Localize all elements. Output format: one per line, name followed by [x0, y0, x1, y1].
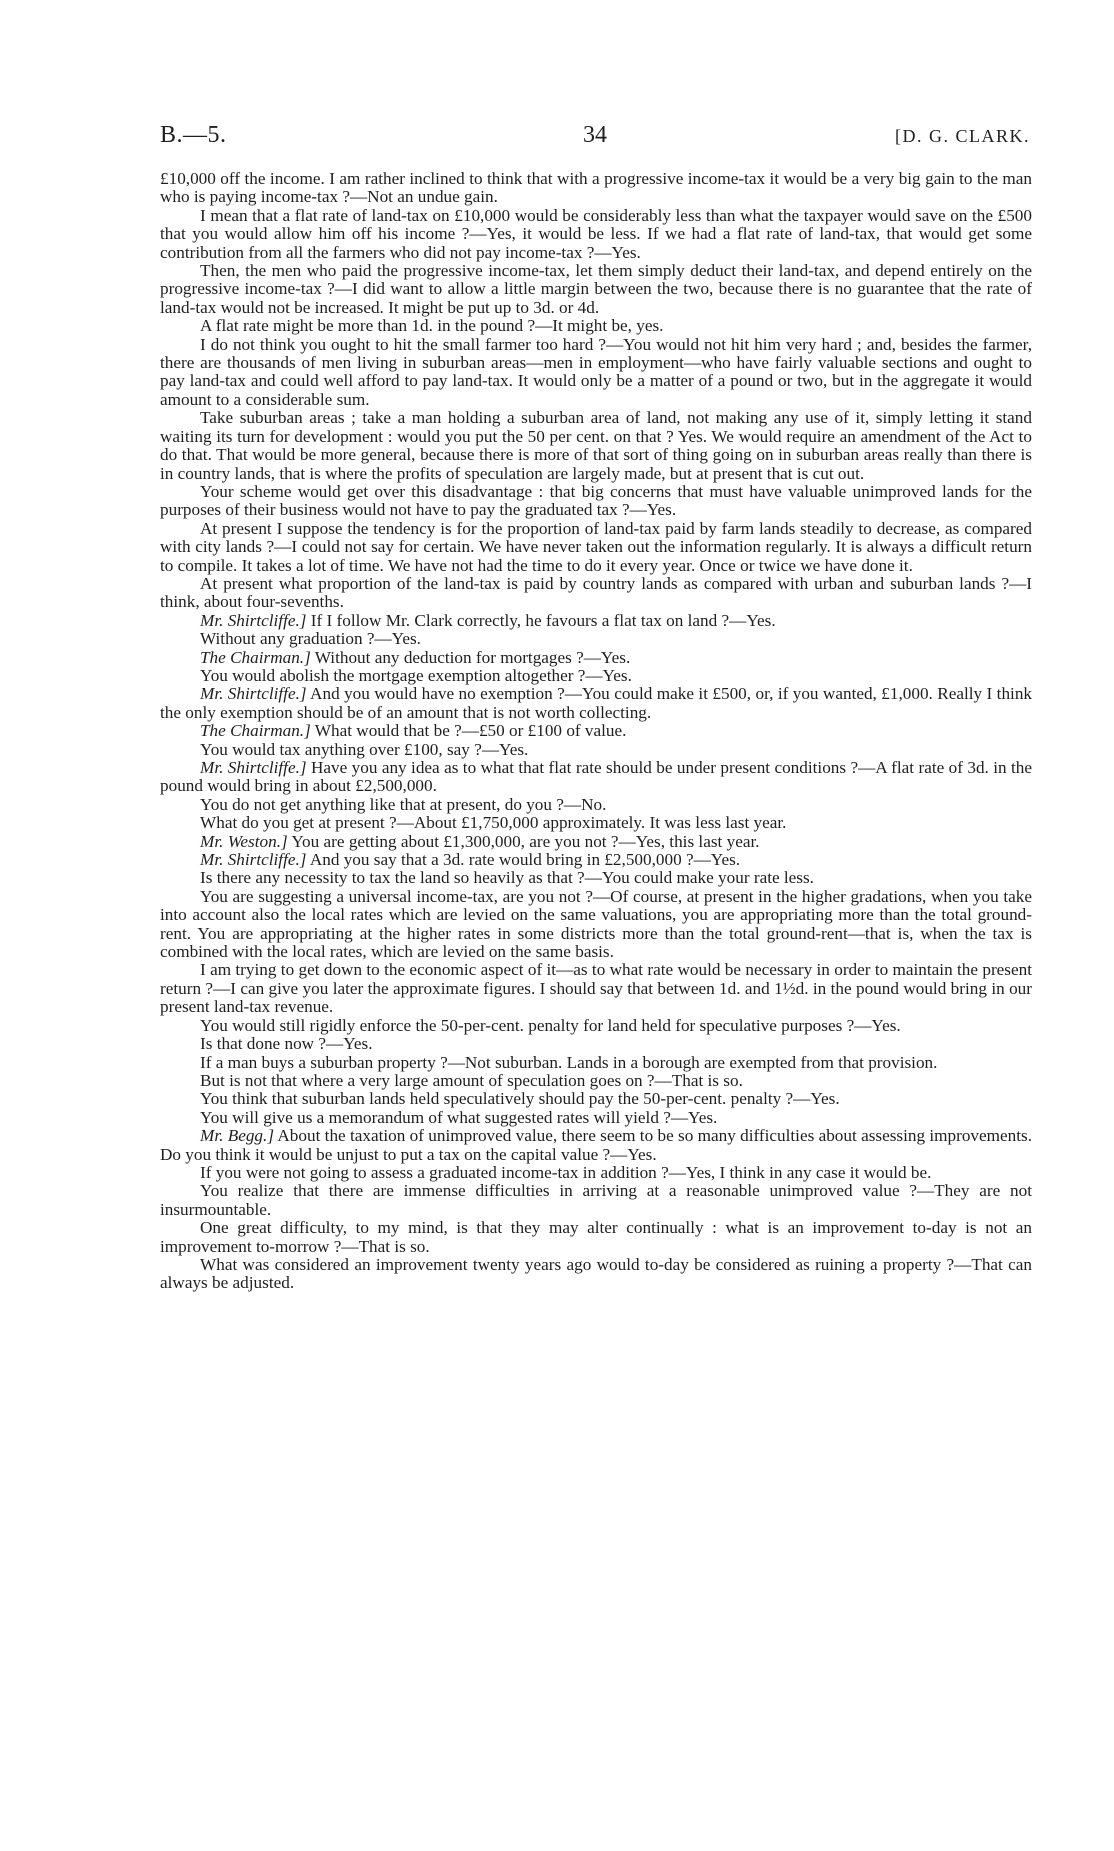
paragraph	[160, 1127, 1032, 1164]
speaker: Mr. Shirtcliffe.]	[200, 850, 307, 870]
paragraph-text: Take suburban areas ; take a man holding a suburban area of land, not making any use of it, simply letting it stand waiting its turn for development : would you put the 50 per cent. on that ? Yes. We would require an amendment of the Act to do that. That would be more general, because there is more of that sort of thing going on in suburban areas really than there is in country lands, that is where the profits of speculation are largely made, but at present that is cut out.	[160, 408, 1032, 483]
paragraph	[160, 649, 1032, 667]
paragraph	[160, 814, 1032, 832]
paragraph-text: You are getting about £1,300,000, are you not ?—Yes, this last year.	[287, 831, 760, 851]
paragraph	[160, 483, 1032, 520]
paragraph	[160, 759, 1032, 796]
paragraph-text: If you were not going to assess a graduated income-tax in addition ?—Yes, I think in any case it would be.	[200, 1162, 932, 1182]
paragraph	[160, 612, 1032, 630]
paragraph-text: You would tax anything over £100, say ?—Yes.	[200, 739, 529, 759]
transcript-body	[160, 170, 1032, 1293]
paragraph-text: At present what proportion of the land-tax is paid by country lands as compared with urban and suburban lands ?—I think, about four-sevenths.	[160, 573, 1032, 612]
paragraph	[160, 170, 1032, 207]
paragraph-text: I am trying to get down to the economic aspect of it—as to what rate would be necessary in order to maintain the present return ?—I can give you later the approximate figures. I should say that between 1d. and 1½d. in the pound would bring in our present land-tax revenue.	[160, 960, 1032, 1017]
paragraph-text: And you say that a 3d. rate would bring in £2,500,000 ?—Yes.	[306, 850, 741, 870]
paragraph-text: You do not get anything like that at present, do you ?—No.	[200, 794, 607, 814]
page-number: 34	[583, 122, 607, 148]
paragraph-text: If I follow Mr. Clark correctly, he favours a flat tax on land ?—Yes.	[306, 610, 776, 630]
paragraph-text: Then, the men who paid the progressive income-tax, let them simply deduct their land-tax, and depend entirely on the progressive income-tax ?—I did want to allow a little margin between the two, because there is no guarantee that the rate of land-tax would not be increased. It might be put up to 3d. or 4d.	[160, 261, 1032, 317]
speaker: The Chairman.]	[200, 647, 311, 667]
paragraph-text: Your scheme would get over this disadvantage : that big concerns that must have valuable unimproved lands for the purposes of their business would not have to pay the graduated tax ?—Yes.	[160, 481, 1032, 520]
paragraph-text: £10,000 off the income. I am rather inclined to think that with a progressive income-tax it would be a very big gain to the man who is paying income-tax ?—Not an undue gain.	[160, 169, 1032, 207]
paragraph	[160, 685, 1032, 722]
paragraph	[160, 1164, 1032, 1182]
speaker: Mr. Weston.]	[200, 831, 288, 851]
paragraph	[160, 1090, 1032, 1108]
paragraph-text: Have you any idea as to what that flat rate should be under present conditions ?—A flat rate of 3d. in the pound would bring in about £2,500,000.	[160, 758, 1033, 796]
paragraph-text: One great difficulty, to my mind, is that they may alter continually : what is an improvement to-day is not an improvement to-morrow ?—That is so.	[160, 1218, 1032, 1256]
paragraph	[160, 1109, 1032, 1127]
paragraph	[160, 796, 1032, 814]
paragraph	[160, 1256, 1032, 1293]
paragraph	[160, 722, 1032, 740]
paragraph	[160, 667, 1032, 685]
speaker: Mr. Shirtcliffe.]	[200, 610, 307, 630]
paragraph-text: You will give us a memorandum of what suggested rates will yield ?—Yes.	[200, 1107, 718, 1127]
paragraph-text: Is there any necessity to tax the land so heavily as that ?—You could make your rate less.	[200, 868, 814, 888]
paragraph	[160, 741, 1032, 759]
paragraph-text: If a man buys a suburban property ?—Not suburban. Lands in a borough are exempted from that provision.	[200, 1052, 938, 1072]
paragraph	[160, 833, 1032, 851]
paragraph-text: Without any deduction for mortgages ?—Yes.	[310, 647, 631, 667]
paragraph-text: You would still rigidly enforce the 50-per-cent. penalty for land held for speculative purposes ?—Yes.	[200, 1015, 901, 1035]
paragraph-text: At present I suppose the tendency is for the proportion of land-tax paid by farm lands steadily to decrease, as compared with city lands ?—I could not say for certain. We have never taken out the information regularly. It is always a difficult return to compile. It takes a lot of time. We have not had the time to do it every year. Once or twice we have done it.	[160, 518, 1032, 575]
paragraph	[160, 317, 1032, 335]
paragraph	[160, 851, 1032, 869]
paragraph	[160, 409, 1032, 483]
paragraph	[160, 1182, 1032, 1219]
speaker: Mr. Begg.]	[200, 1126, 275, 1146]
paragraph	[160, 630, 1032, 648]
page-header	[160, 122, 1030, 154]
speaker: Mr. Shirtcliffe.]	[200, 684, 307, 704]
paragraph-text: I do not think you ought to hit the small farmer too hard ?—You would not hit him very hard ; and, besides the farmer, there are thousands of men living in suburban areas—men in employment—who have fairly valuable sections and ought to pay land-tax and could well afford to pay land-tax. It would only be a matter of a pound or two, but in the aggregate it would amount to a considerable sum.	[160, 334, 1032, 409]
paragraph-text: And you would have no exemption ?—You could make it £500, or, if you wanted, £1,000. Really I think the only exemption should be of an amount that is not worth collecting.	[160, 684, 1033, 722]
paragraph	[160, 1054, 1032, 1072]
paragraph-text: You realize that there are immense difficulties in arriving at a reasonable unimproved value ?—They are not insurmountable.	[160, 1181, 1032, 1219]
paragraph	[160, 336, 1032, 410]
paragraph-text: You think that suburban lands held speculatively should pay the 50-per-cent. penalty ?—Yes.	[200, 1089, 840, 1109]
paragraph-text: About the taxation of unimproved value, there seem to be so many difficulties about assessing improvements. Do you think it would be unjust to put a tax on the capital value ?—Yes.	[160, 1126, 1032, 1164]
paragraph-text: Without any graduation ?—Yes.	[200, 629, 421, 649]
paragraph-text: You are suggesting a universal income-tax, are you not ?—Of course, at present in the higher gradations, when you take into account also the local rates which are levied on the same valuations, you are appropriating more than the total ground-rent. You are appropriating at the higher rates in some districts more than the total ground-rent—that is, when the tax is combined with the local rates, which are levied on the same basis.	[160, 886, 1032, 962]
paragraph	[160, 575, 1032, 612]
paragraph-text: I mean that a flat rate of land-tax on £10,000 would be considerably less than what the taxpayer would save on the £500 that you would allow him off his income ?—Yes, it would be less. If we had a flat rate of land-tax, that would get some contribution from all the farmers who did not pay income-tax ?—Yes.	[160, 205, 1032, 262]
paragraph-text: What was considered an improvement twenty years ago would to-day be considered as ruining a property ?—That can always be adjusted.	[160, 1254, 1032, 1293]
speaker: Mr. Shirtcliffe.]	[200, 758, 307, 777]
paragraph-text: You would abolish the mortgage exemption altogether ?—Yes.	[200, 665, 632, 685]
paragraph-text: Is that done now ?—Yes.	[200, 1034, 373, 1054]
paragraph-text: What do you get at present ?—About £1,750,000 approximately. It was less last year.	[200, 813, 787, 833]
paragraph	[160, 888, 1032, 962]
paragraph	[160, 1072, 1032, 1090]
paragraph	[160, 961, 1032, 1016]
paragraph	[160, 869, 1032, 887]
document-reference: B.—5.	[160, 122, 227, 148]
witness-name: [D. G. CLARK.	[895, 126, 1030, 146]
paragraph	[160, 1035, 1032, 1053]
speaker: The Chairman.]	[200, 721, 311, 741]
paragraph	[160, 207, 1032, 262]
paragraph	[160, 1017, 1032, 1035]
paragraph-text: What would that be ?—£50 or £100 of value.	[310, 721, 627, 741]
paragraph-text: A flat rate might be more than 1d. in the pound ?—It might be, yes.	[200, 316, 664, 336]
paragraph	[160, 520, 1032, 575]
paragraph	[160, 262, 1032, 317]
paragraph	[160, 1219, 1032, 1256]
paragraph-text: But is not that where a very large amount of speculation goes on ?—That is so.	[200, 1070, 743, 1090]
